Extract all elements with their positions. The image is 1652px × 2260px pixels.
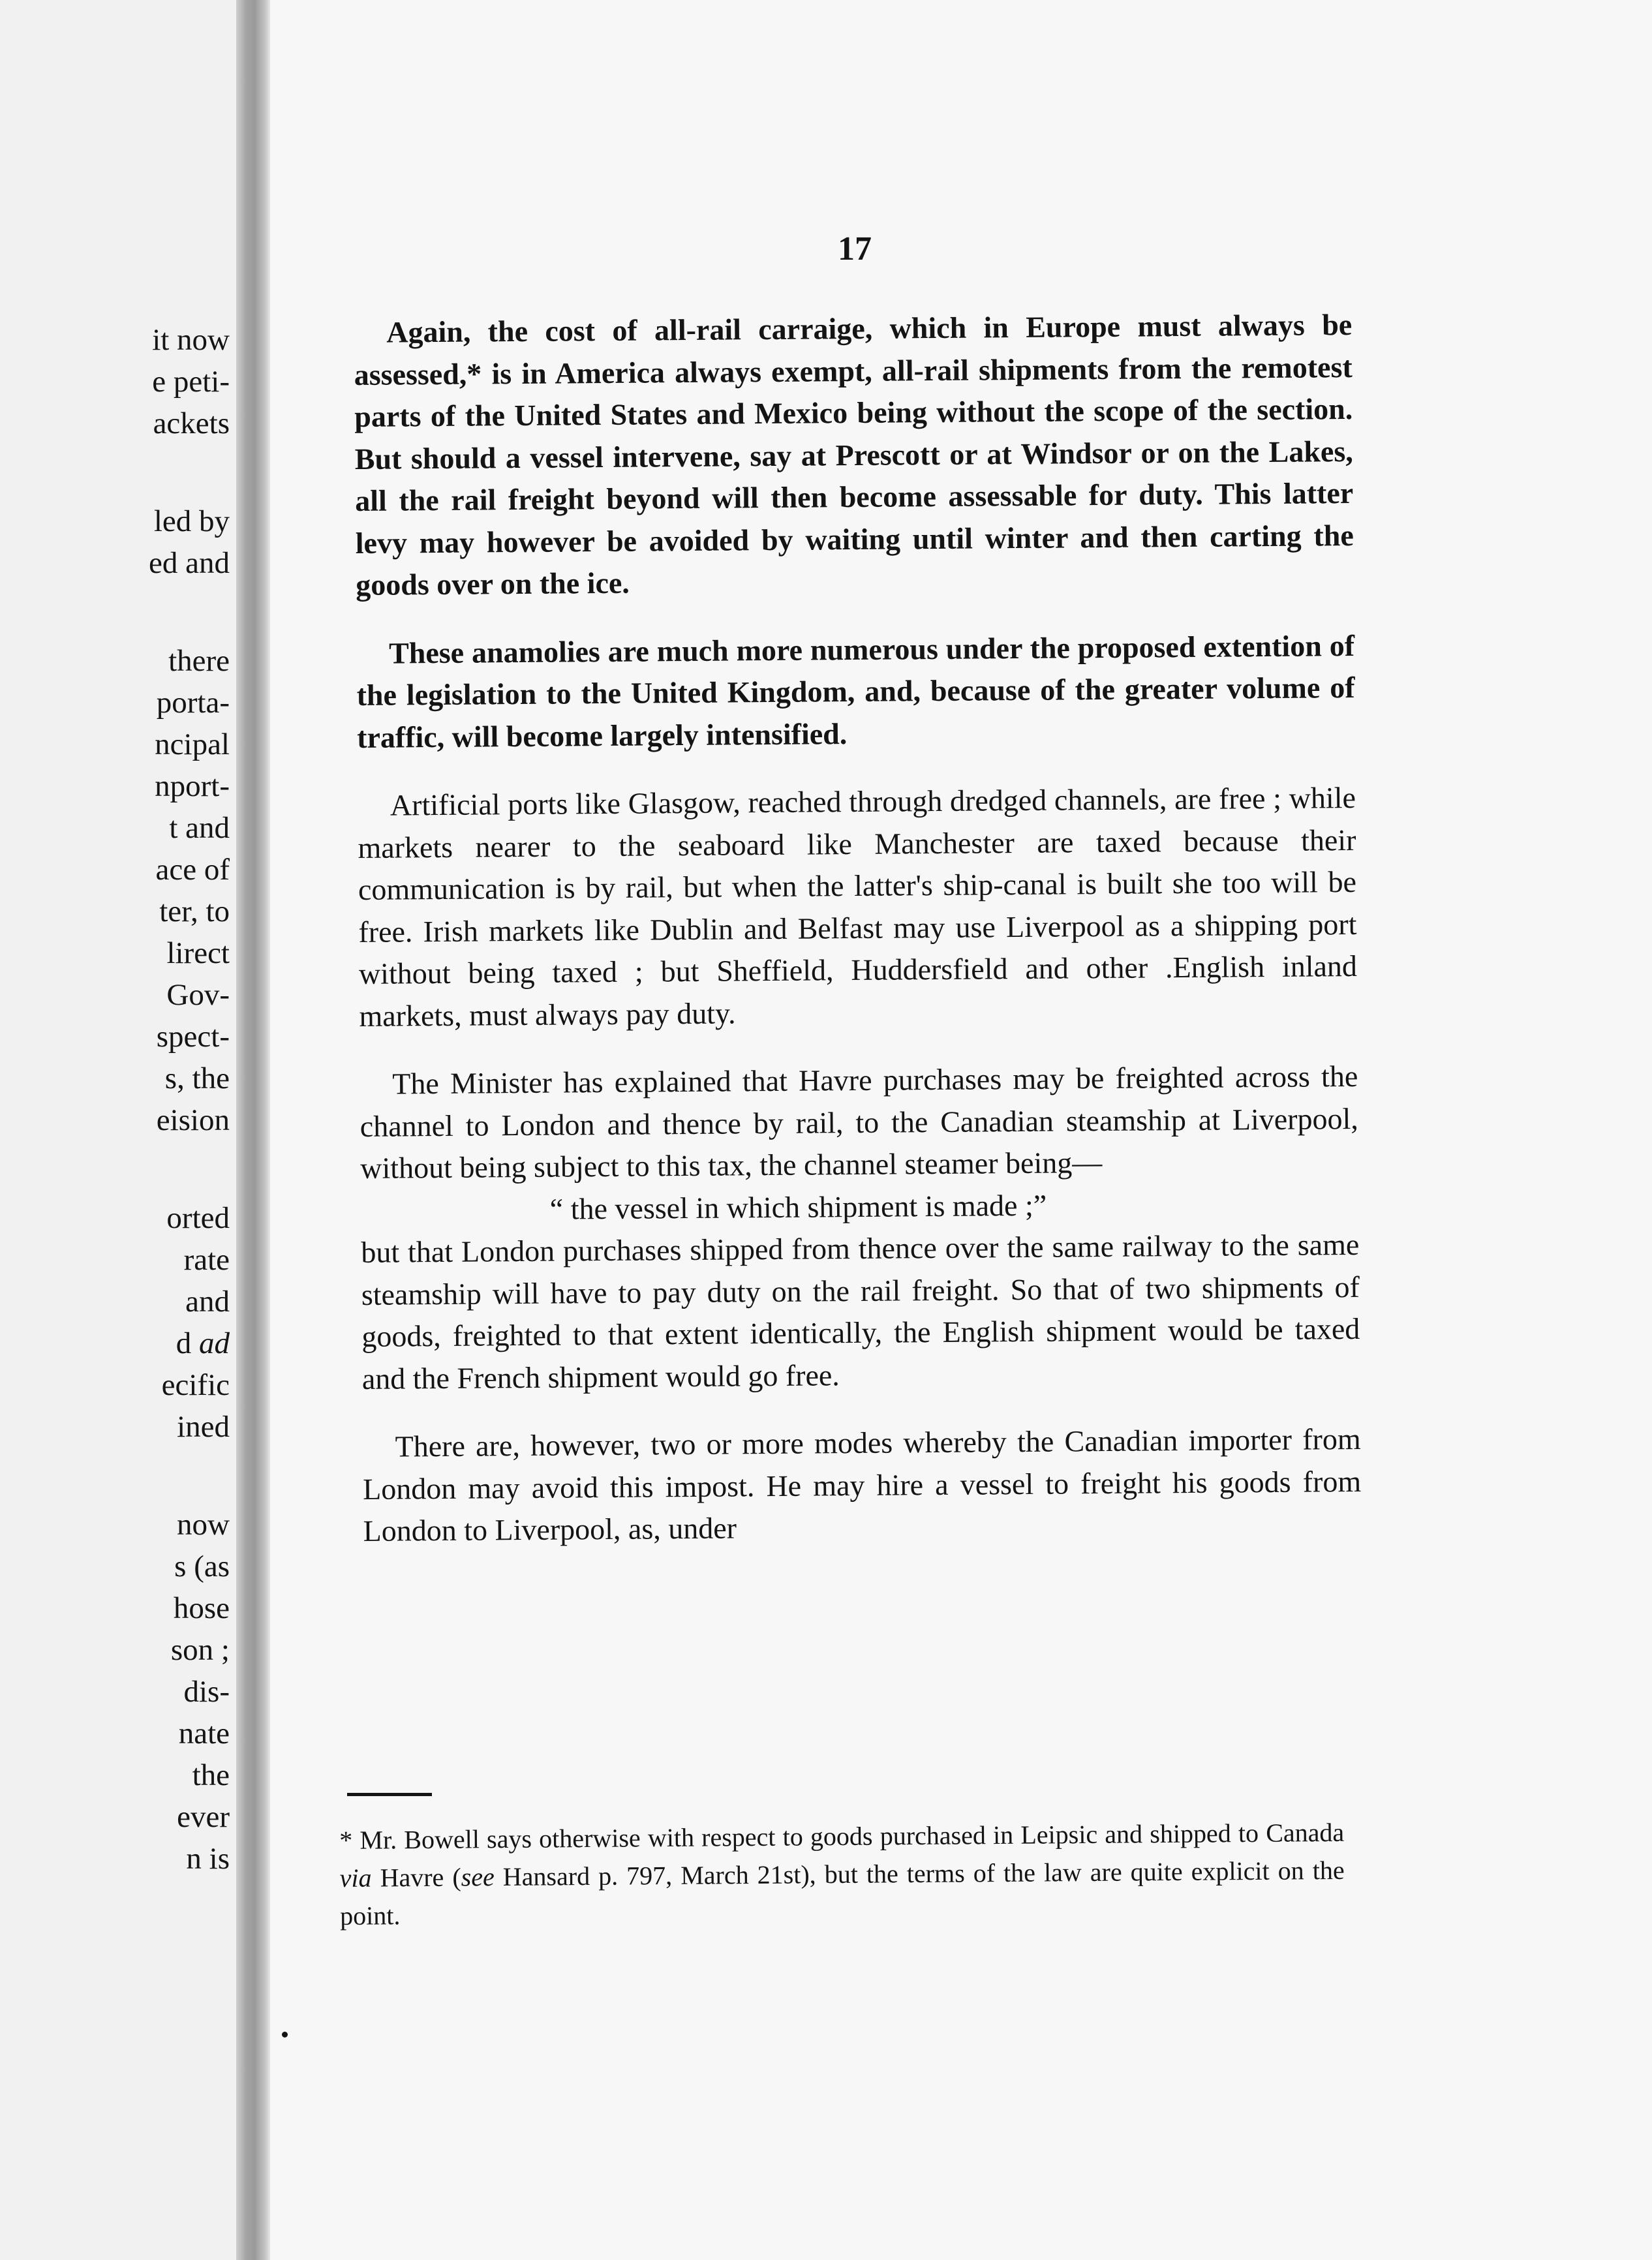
footnote-text-2: Havre ( [371, 1862, 461, 1893]
quotation: “ the vessel in which shipment is made ;” [549, 1188, 1047, 1226]
previous-page-line-fragment: son ; [170, 1633, 230, 1667]
previous-page-line-fragment: there [168, 644, 230, 678]
previous-page-line-fragment: eision [156, 1103, 230, 1137]
page-number: 17 [838, 230, 872, 267]
previous-page-line-fragment: s, the [164, 1061, 230, 1095]
previous-page-line-fragment: now [177, 1508, 230, 1542]
previous-page-line-fragment: it now [152, 323, 230, 357]
footnote [339, 1814, 1345, 1935]
previous-page-line-fragment: Gov- [166, 978, 230, 1012]
paragraph-5: There are, however, two or more modes whereby the Canadian importer from London may avoid this impost. He may hire a vessel to freight his goods from London to Liverpool, as, under [362, 1422, 1362, 1548]
previous-page-line-fragment: porta- [156, 686, 230, 720]
paragraph-2: These anamolies are much more numerous under the proposed extention of the legislation to the United Kingdom, and, because of the greater volume of traffic, will become largely intensified. [356, 628, 1355, 754]
footnote-rule [347, 1793, 432, 1796]
previous-page-line-fragment: the [192, 1758, 230, 1792]
footnote-text-3: Hansard p. 797, March 21st), but the terms of the law are quite explicit on the point. [339, 1855, 1345, 1931]
previous-page-line-fragment: ncipal [155, 727, 230, 761]
previous-page-line-fragment: ecific [161, 1368, 230, 1402]
previous-page-line-fragment: ter, to [159, 894, 230, 928]
previous-page-line-fragment: ackets [153, 406, 230, 440]
previous-page-line-fragment: nate [178, 1717, 230, 1750]
previous-page-line-fragment: e peti- [152, 365, 230, 399]
paragraph-3: Artificial ports like Glasgow, reached through dredged channels, are free ; while markets nearer to the seaboard like Manchester are taxed because their communication is by rail, but when the latter's ship-canal is built she too will be free. Irish markets like Dublin and Belfast may use Liverpool as a shipping port without being taxed ; but Sheffield, Huddersfield and other .English inland markets, must always pay duty. [358, 780, 1358, 1033]
footnote-italic-see: see [461, 1862, 495, 1892]
previous-page-line-fragment: nport- [155, 769, 230, 803]
previous-page-edge [0, 0, 236, 2260]
previous-page-line-fragment: rate [183, 1243, 230, 1277]
previous-page-line-fragment: ined [177, 1410, 230, 1444]
previous-page-line-fragment: n is [186, 1842, 230, 1876]
previous-page-line-fragment: orted [166, 1201, 230, 1235]
footnote-text-1: * Mr. Bowell says otherwise with respect to goods purchased in Leipsic and shipped to Canada [339, 1817, 1345, 1855]
previous-page-line-fragment: and [185, 1285, 230, 1319]
paragraph-1: Again, the cost of all-rail carraige, which in Europe must always be assessed,* is in America always exempt, all-rail shipments from the remotest parts of the United States and Mexico being without the scope of the section. But should a vessel intervene, say at Prescott or at Windsor or on the Lakes, all the rail freight beyond will then become assessable for duty. This latter levy may however be avoided by waiting until winter and then carting the goods over on the ice. [354, 307, 1354, 602]
previous-page-line-fragment: ever [177, 1800, 230, 1834]
paragraph-4-continued: but that London purchases shipped from thence over the same railway to the same steamship will have to pay duty on the rail freight. So that of two shipments of goods, freighted to that extent identically, the English shipment would be taxed and the French shipment would go free. [361, 1227, 1360, 1396]
previous-page-line-fragment: s (as [174, 1550, 230, 1583]
previous-page-line-fragment: hose [173, 1591, 230, 1625]
previous-page-line-fragment: spect- [156, 1020, 230, 1054]
previous-page-line-fragment: ed and [149, 546, 230, 580]
previous-page-line-fragment: ace of [155, 853, 230, 887]
footnote-italic-via: via [339, 1863, 372, 1893]
previous-page-line-fragment: lirect [166, 936, 230, 970]
previous-page-line-fragment: t and [169, 811, 230, 845]
previous-page-line-fragment: d ad [176, 1326, 230, 1360]
previous-page-line-fragment: dis- [183, 1675, 230, 1709]
previous-page-line-fragment: led by [153, 504, 230, 538]
ink-speck [282, 2032, 288, 2038]
page-gutter [236, 0, 270, 2260]
paragraph-4: The Minister has explained that Havre purchases may be freighted across the channel to London and thence by rail, to the Canadian steamship at Liverpool, without being subject to this tax, the channel steamer being— [359, 1059, 1358, 1185]
body-text [354, 304, 1362, 1578]
